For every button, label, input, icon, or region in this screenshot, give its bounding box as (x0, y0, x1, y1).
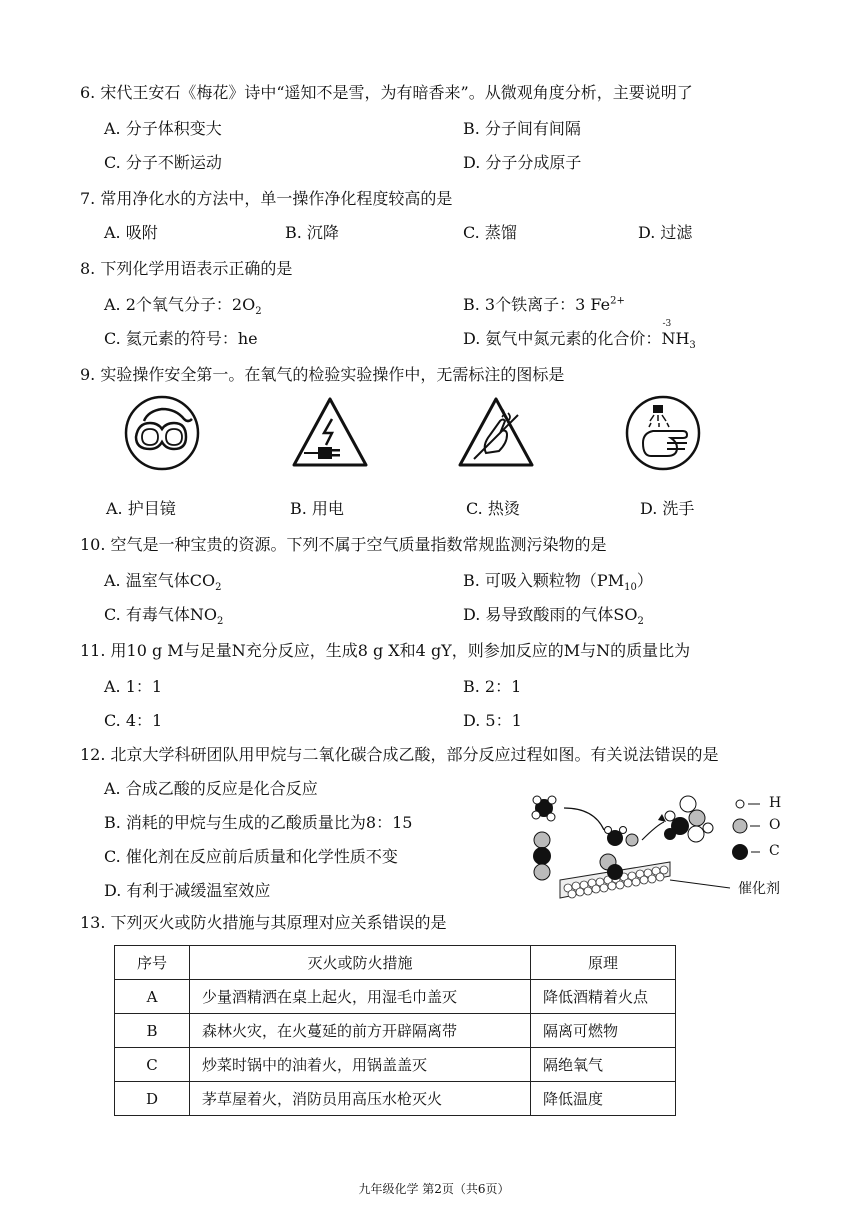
question-6-stem: 6. 宋代王安石《梅花》诗中“遥知不是雪，为有暗香来”。从微观角度分析，主要说明了 (80, 83, 693, 102)
q13-table (114, 945, 676, 1116)
row-measure: 森林火灾，在火蔓延的前方开辟隔离带 (190, 1014, 531, 1048)
q12-option-d: D. 有利于减缓温室效应 (104, 881, 271, 900)
q7-option-c: C. 蒸馏 (463, 223, 517, 242)
legend-h-icon (736, 800, 744, 808)
row-measure: 少量酒精洒在桌上起火，用湿毛巾盖灭 (190, 980, 531, 1014)
legend-c-icon (732, 844, 748, 860)
q12-option-a: A. 合成乙酸的反应是化合反应 (104, 779, 318, 798)
q10-option-a: A. 温室气体$CO_2$ (104, 571, 222, 594)
question-11-stem: 11. 用10 g M与足量N充分反应，生成8 g X和4 gY，则参加反应的M与N的质量比为 (80, 641, 691, 660)
q9-option-c: C. 热烫 (466, 499, 520, 518)
row-measure: 茅草屋着火，消防员用高压水枪灭火 (190, 1082, 531, 1116)
row-principle: 降低酒精着火点 (531, 980, 676, 1014)
row-principle: 降低温度 (531, 1082, 676, 1116)
row-index: B (115, 1014, 190, 1048)
q8-option-a: A. 2个氧气分子：$2O_2$ (104, 295, 262, 318)
question-7-stem: 7. 常用净化水的方法中，单一操作净化程度较高的是 (80, 189, 453, 208)
row-index: D (115, 1082, 190, 1116)
q11-option-c: C. 4：1 (104, 711, 163, 730)
electricity-icon (290, 393, 370, 473)
q12-option-b: B. 消耗的甲烷与生成的乙酸质量比为8：15 (104, 813, 413, 832)
row-measure: 炒菜时锅中的油着火，用锅盖盖灭 (190, 1048, 531, 1082)
q7-option-b: B. 沉降 (285, 223, 339, 242)
header-principle: 原理 (531, 946, 676, 980)
goggles-icon (122, 393, 202, 473)
q6-option-d: D. 分子分成原子 (463, 153, 582, 172)
header-measure: 灭火或防火措施 (190, 946, 531, 980)
q6-option-b: B. 分子间有间隔 (463, 119, 581, 138)
legend-c-label: C (769, 843, 780, 859)
q12-option-c: C. 催化剂在反应前后质量和化学性质不变 (104, 847, 398, 866)
q10-option-d: D. 易导致酸雨的气体$SO_2$ (463, 605, 644, 628)
hot-surface-icon (456, 393, 536, 473)
q10-option-c: C. 有毒气体$NO_2$ (104, 605, 224, 628)
legend-h-label: H (769, 795, 782, 811)
q8-option-c: C. 氦元素的符号：he (104, 329, 258, 348)
q8-option-d: D. 氨气中氮元素的化合价： -3 $NH_3$ (463, 319, 696, 352)
question-13-stem: 13. 下列灭火或防火措施与其原理对应关系错误的是 (80, 913, 447, 932)
legend-o-icon (733, 819, 747, 833)
row-index: C (115, 1048, 190, 1082)
q6-option-a: A. 分子体积变大 (104, 119, 222, 138)
q7-option-a: A. 吸附 (104, 223, 158, 242)
q9-option-b: B. 用电 (290, 499, 344, 518)
page-footer: 九年级化学 第2页（共6页） (358, 1182, 510, 1196)
q11-option-a: A. 1：1 (104, 677, 163, 696)
question-12-stem: 12. 北京大学科研团队用甲烷与二氧化碳合成乙酸，部分反应过程如图。有关说法错误的是 (80, 745, 719, 764)
q6-option-c: C. 分子不断运动 (104, 153, 222, 172)
table-row (115, 1082, 676, 1116)
q11-option-d: D. 5：1 (463, 711, 522, 730)
table-row (115, 1014, 676, 1048)
methane-molecule (532, 796, 556, 821)
row-principle: 隔绝氧气 (531, 1048, 676, 1082)
q11-option-b: B. 2：1 (463, 677, 522, 696)
table-row (115, 1048, 676, 1082)
q8-option-b: B. 3个铁离子：3 $Fe^{2+}$ (463, 295, 625, 314)
legend-o-label: O (769, 817, 781, 833)
question-8-stem: 8. 下列化学用语表示正确的是 (80, 259, 293, 278)
table-header-row (115, 946, 676, 980)
carbon-dioxide-molecule (533, 832, 551, 880)
row-index: A (115, 980, 190, 1014)
q9-option-a: A. 护目镜 (106, 499, 176, 518)
question-9-stem: 9. 实验操作安全第一。在氧气的检验实验操作中，无需标注的图标是 (80, 365, 565, 384)
q9-option-d: D. 洗手 (640, 499, 695, 518)
q10-option-b: B. 可吸入颗粒物$(PM_{10})$ (463, 571, 653, 594)
question-10-stem: 10. 空气是一种宝贵的资源。下列不属于空气质量指数常规监测污染物的是 (80, 535, 607, 554)
wash-hands-icon (623, 393, 703, 473)
table-row (115, 980, 676, 1014)
header-index: 序号 (115, 946, 190, 980)
catalyst-label: 催化剂 (738, 881, 780, 897)
legend (732, 800, 760, 860)
acetic-acid-molecule (664, 796, 713, 842)
row-principle: 隔离可燃物 (531, 1014, 676, 1048)
q7-option-d: D. 过滤 (638, 223, 693, 242)
